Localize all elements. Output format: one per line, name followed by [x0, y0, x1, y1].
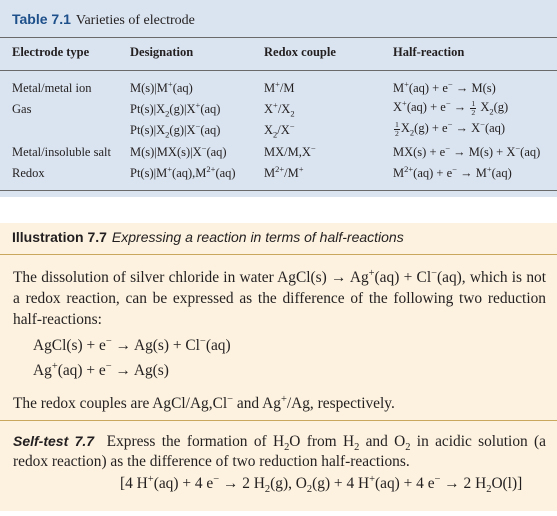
- illustration-label: Illustration 7.7: [12, 229, 107, 245]
- header-redox-couple: Redox couple: [264, 45, 336, 59]
- header-half-reaction: Half-reaction: [393, 45, 465, 59]
- half-reaction-equation-1: AgCl(s) + e− → Ag(s) + Cl−(aq): [33, 335, 231, 354]
- half-reaction-gas-2: $\frac{1}{2}$ $X_2(g) + e^- \to X^-(aq)$: [395, 118, 506, 138]
- header-designation: Designation: [130, 45, 194, 59]
- couple-redox: $M^{2+}/M^+$: [264, 163, 304, 180]
- couple-insoluble-salt: MX/M,X−: [264, 142, 316, 159]
- half-reaction-redox: $M^{2+}(aq) + e^- \to M^+(aq)$: [393, 163, 512, 180]
- table-top-rule: [0, 37, 557, 38]
- row-type-gas: Gas: [12, 102, 32, 116]
- illustration-conclusion: The redox couples are AgCl/Ag,Cl− and Ag+/Ag, respectively.: [13, 393, 395, 412]
- half-reaction-insoluble-salt: MX(s) + e− → M(s) + X−(aq): [393, 142, 541, 159]
- table-label: Table 7.1: [12, 11, 71, 27]
- self-test-rule: [0, 420, 557, 421]
- table-bottom-rule: [0, 190, 557, 191]
- half-reaction-gas-1: X+(aq) + e− → $\frac{1}{2}$ $X_2(g)$: [393, 97, 509, 117]
- illustration-heading: [12, 229, 404, 245]
- self-test-answer: [4 H+(aq) + 4 e− → 2 $H_2(g)$, $O_2(g) + 4$ H+(aq) + 4 e− → 2 $H_2O(l)$]: [120, 473, 523, 496]
- header-electrode-type: Electrode type: [12, 45, 90, 59]
- designation-metal-ion: M(s)|M+(aq): [130, 78, 193, 95]
- couple-gas-1: $X^+/X_2$: [264, 99, 295, 119]
- illustration-rule: [0, 254, 557, 255]
- table-panel: [0, 0, 557, 197]
- illustration-panel: [0, 223, 557, 511]
- half-reaction-equation-2: Ag+(aq) + e− → Ag(s): [33, 360, 169, 379]
- designation-insoluble-salt: M(s)|MX(s)|X−(aq): [130, 142, 227, 159]
- illustration-intro: The dissolution of silver chloride in water AgCl(s) → Ag+(aq) + Cl−(aq), which is not a redox reaction, can be expressed as the difference of the following two reduction half-reactions:: [13, 267, 546, 328]
- row-type-metal-ion: Metal/metal ion: [12, 81, 92, 95]
- designation-redox: $Pt(s)|M^+(aq),M^{2+}(aq)$: [130, 163, 236, 180]
- row-type-insoluble-salt: Metal/insoluble salt: [12, 145, 111, 159]
- table-caption: [12, 11, 195, 29]
- self-test-label: Self-test 7.7: [13, 433, 95, 449]
- header-rule: [0, 70, 557, 71]
- couple-metal-ion: M+/M: [264, 78, 295, 95]
- row-type-redox: Redox: [12, 166, 45, 180]
- self-test-text: Self-test 7.7 Express the formation of $H_2O$ from $H_2$ and $O_2$ in acidic solution (a redox reaction) as the difference of two reduction half-reactions.: [13, 433, 546, 470]
- couple-gas-2: $X_2/X^-$: [264, 120, 295, 140]
- illustration-title: Expressing a reaction in terms of half-reactions: [111, 229, 404, 245]
- designation-gas-2: $Pt(s)|X_2(g)|X^-(aq)$: [130, 120, 221, 140]
- half-reaction-metal-ion: M+(aq) + e− → M(s): [393, 78, 496, 95]
- designation-gas-1: $Pt(s)|X_2(g)|X^+(aq)$: [130, 99, 221, 119]
- table-title: Varieties of electrode: [75, 13, 195, 28]
